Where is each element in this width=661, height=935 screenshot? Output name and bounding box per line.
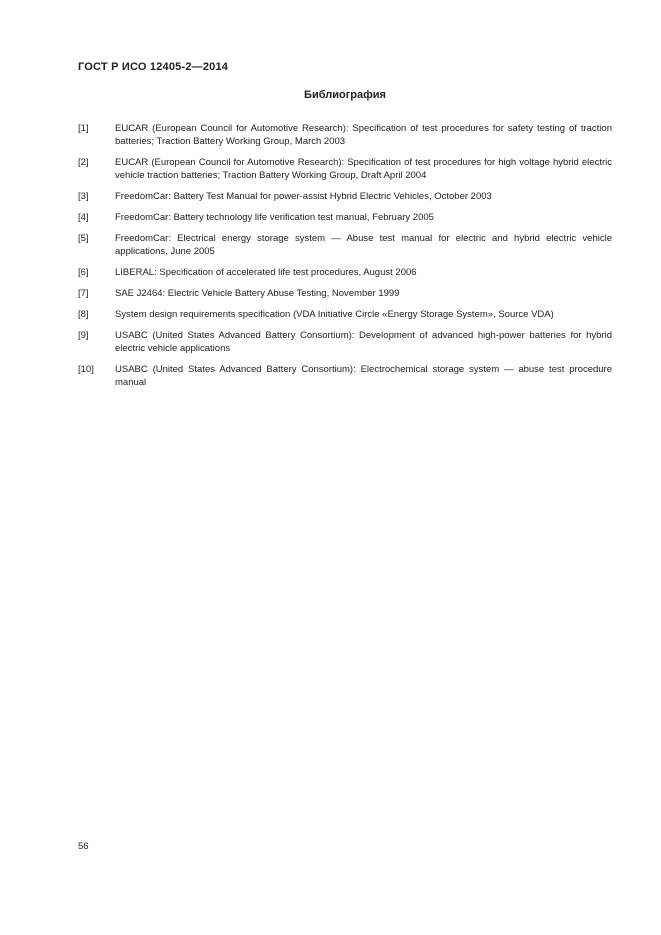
- entry-number: [3]: [78, 191, 89, 202]
- bibliography-entry: [78, 190, 612, 203]
- bibliography-entry: [78, 266, 612, 279]
- entry-text: FreedomCar: Battery technology life verification test manual, February 2005: [115, 212, 434, 223]
- entry-text: FreedomCar: Electrical energy storage system — Abuse test manual for electric and hybrid electric vehicle applications, June 2005: [115, 233, 612, 257]
- entry-number: [6]: [78, 267, 89, 278]
- entry-number: [1]: [78, 123, 89, 134]
- bibliography-entry: [78, 232, 612, 258]
- document-header: ГОСТ Р ИСО 12405-2—2014: [78, 61, 229, 73]
- bibliography-entry: [78, 329, 612, 355]
- bibliography-entry: [78, 287, 612, 300]
- entry-text: USABC (United States Advanced Battery Consortium): Development of advanced high-power batteries for hybrid electric vehicle applications: [115, 330, 612, 354]
- entry-number: [2]: [78, 157, 89, 168]
- entry-number: [5]: [78, 233, 89, 244]
- entry-number: [10]: [78, 364, 94, 375]
- entry-number: [9]: [78, 330, 89, 341]
- bibliography-entry: [78, 308, 612, 321]
- entry-text: EUCAR (European Council for Automotive Research): Specification of test procedures for high voltage hybrid electric vehicle traction batteries; Traction Battery Working Group, Draft April 2004: [115, 157, 612, 181]
- entry-text: FreedomCar: Battery Test Manual for power-assist Hybrid Electric Vehicles, October 2003: [115, 191, 492, 202]
- bibliography-entry: [78, 156, 612, 182]
- bibliography-entry: [78, 363, 612, 389]
- entry-number: [8]: [78, 309, 89, 320]
- entry-text: LIBERAL: Specification of accelerated life test procedures, August 2006: [115, 267, 417, 278]
- entry-text: EUCAR (European Council for Automotive Research): Specification of test procedures for safety testing of traction batteries; Traction Battery Working Group, March 2003: [115, 123, 612, 147]
- entry-text: USABC (United States Advanced Battery Consortium): Electrochemical storage system — abuse test procedure manual: [115, 364, 612, 388]
- entry-number: [7]: [78, 288, 89, 299]
- bibliography-entry: [78, 211, 612, 224]
- page-number: 56: [78, 841, 89, 852]
- entry-text: SAE J2464: Electric Vehicle Battery Abuse Testing, November 1999: [115, 288, 400, 299]
- bibliography-list: [78, 122, 612, 397]
- entry-number: [4]: [78, 212, 89, 223]
- entry-text: System design requirements specification (VDA Initiative Circle «Energy Storage System», Source VDA): [115, 309, 554, 320]
- bibliography-entry: [78, 122, 612, 148]
- section-title: Библиография: [304, 89, 386, 101]
